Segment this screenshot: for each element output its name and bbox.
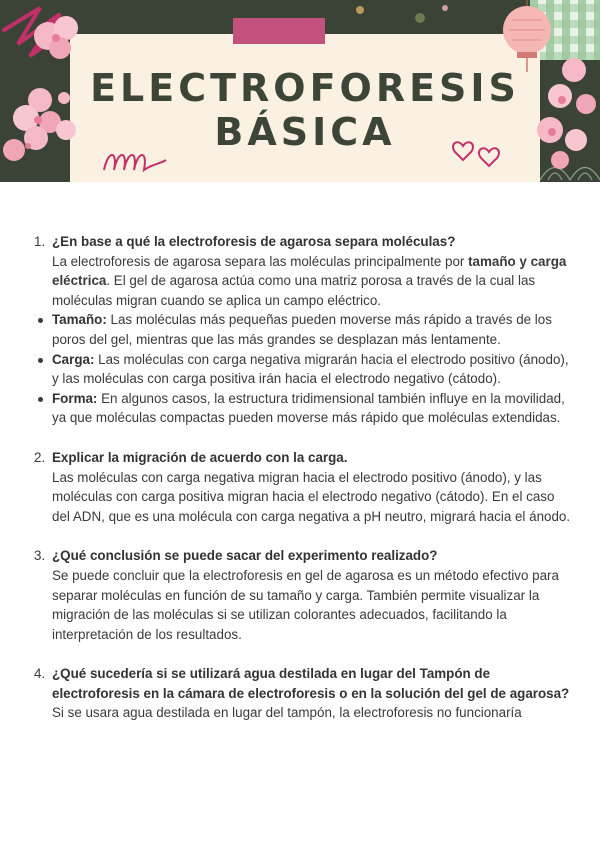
question-heading: ¿Qué sucedería si se utilizará agua destilada en lugar del Tampón de electroforesis en la cámara de electroforesis o en la solución del gel de agarosa? [52,666,570,701]
cherry-blossom-icon [537,58,596,169]
bullet-term: Forma: [52,390,98,406]
cherry-blossom-icon [3,16,78,161]
answer-text: Se puede concluir que la electroforesis en gel de agarosa es un método efectivo para separar moléculas en función de su tamaño y carga. También permite visualizar la migración de las moléculas si se utilizan colorantes adecuados, facilitando la interpretación de los resultados. [52,567,559,642]
answer-emphasis: tamaño y carga eléctrica [52,253,567,289]
list-item [52,350,574,389]
page-title [70,66,540,154]
answer-text: Las moléculas con carga negativa migran hacia el electrodo positivo (ánodo), y las moléculas con carga positiva migran hacia el electrodo negativo (cátodo). En el caso del ADN, que es una molécula con carga negativa a pH neutro, migrará hacia el ánodo. [52,469,571,524]
question-heading: ¿Qué conclusión se puede sacar del experimento realizado? [52,548,438,564]
answer-text [52,252,574,311]
question-number: 3. [34,548,46,564]
document-body [34,232,574,743]
title-line-1: ELECTROFORESIS [90,66,520,110]
bullet-text: Las moléculas con carga negativa migrarán hacia el electrodo positivo (ánodo), y las moléculas con carga positiva irán hacia el electrodo negativo (cátodo). [52,351,569,387]
answer-text-start: La electroforesis de agarosa separa las moléculas principalmente por [52,253,469,269]
header-banner [0,0,600,182]
question-heading: ¿En base a qué la electroforesis de agarosa separa moléculas? [52,234,456,249]
question-2 [34,448,574,526]
answer-text: Si se usara agua destilada en lugar del tampón, la electroforesis no funcionaría [52,705,522,721]
question-4 [34,664,574,723]
question-3 [34,546,574,644]
lantern-icon [503,0,551,72]
answer-text-end: . El gel de agarosa actúa como una matriz porosa a través de la cual las moléculas migran cuando se aplica un campo eléctrico. [52,273,536,308]
question-number: 2. [34,449,46,465]
question-number: 1. [34,234,46,249]
loop-scribble [104,155,166,170]
bullet-text: En algunos casos, la estructura tridimensional también influye en la movilidad, ya que moléculas compactas pueden moverse más rápido que moléculas extendidas. [52,390,565,426]
bullet-term: Carga: [52,351,95,367]
list-item [52,310,574,349]
question-number: 4. [34,666,46,682]
bullet-list [52,310,574,428]
question-1 [34,232,574,428]
bullet-text: Las moléculas más pequeñas pueden moverse más rápido a través de los poros del gel, mientras que las más grandes se desplazan más lentamente. [52,312,552,347]
pink-tab [233,18,325,44]
title-line-2: BÁSICA [214,110,396,154]
question-heading: Explicar la migración de acuerdo con la carga. [52,449,348,465]
list-item [52,389,574,428]
bullet-term: Tamaño: [52,312,107,328]
